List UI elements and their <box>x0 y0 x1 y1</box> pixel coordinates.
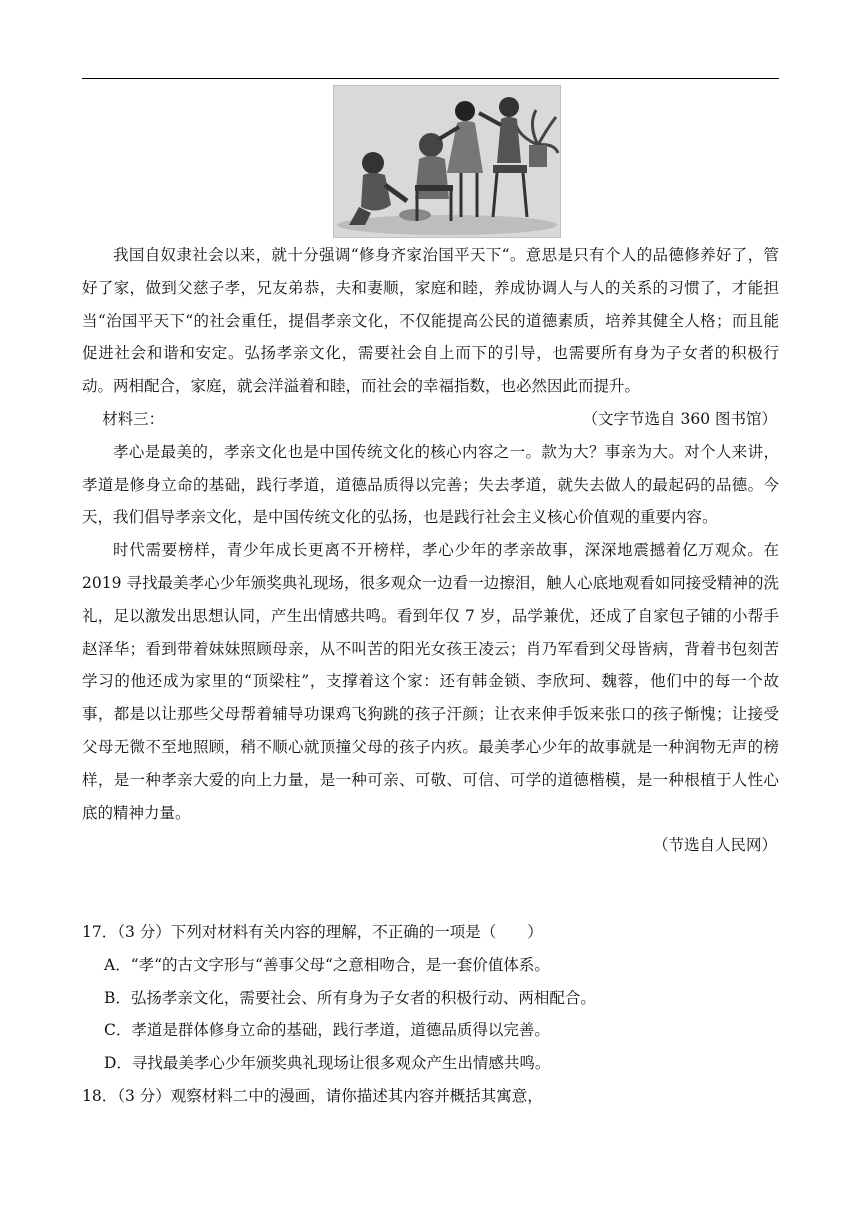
question-17-option-d: D．寻找最美孝心少年颁奖典礼现场让很多观众产生出情感共鸣。 <box>104 1054 551 1073</box>
question-17-stem: 17．（3 分）下列对材料有关内容的理解，不正确的一项是（ ） <box>82 923 543 941</box>
material-two-paragraph: 我国自奴隶社会以来，就十分强调“修身齐家治国平天下“。意思是只有个人的品德修养好了，管好了家，做到父慈子孝，兄友弟恭，夫和妻顺，家庭和睦，养成协调人与人的关系的习惯了，才能担当“治国平天下“的社会重任，提倡孝亲文化，不仅能提高公民的道德素质，培养其健全人格；而且能促进社会和谐和安定。弘扬孝亲文化，需要社会自上而下的引导，也需要所有身为子女者的积极行动。两相配合，家庭，就会洋溢着和睦，而社会的幸福指数，也必然因此而提升。 <box>82 246 779 396</box>
question-17-option-b: B．弘扬孝亲文化，需要社会、所有身为子女者的积极行动、两相配合。 <box>104 988 596 1007</box>
material-two-source: （文字节选自 360 图书馆） <box>582 409 777 428</box>
question-17-option-a: A．“孝“的古文字形与“善事父母“之意相吻合，是一套价值体系。 <box>104 955 550 974</box>
material-three-block <box>82 403 779 862</box>
question-18-stem: 18．（3 分）观察材料二中的漫画，请你描述其内容并概括其寓意， <box>82 1086 543 1105</box>
material-three-source: （节选自人民网） <box>652 836 777 855</box>
question-17-option-c: C．孝道是群体修身立命的基础，践行孝道，道德品质得以完善。 <box>104 1021 550 1040</box>
question-17 <box>82 916 779 1113</box>
filial-piety-cartoon <box>333 85 561 238</box>
material-three-label: 材料三： <box>102 410 165 428</box>
material-three-paragraph-1: 孝心是最美的，孝亲文化也是中国传统文化的核心内容之一。款为大？事亲为大。对个人来讲，孝道是修身立命的基础，践行孝道，道德品质得以完善；失去孝道，就失去做人的最起码的品德。今天，我们倡导孝亲文化，是中国传统文化的弘扬，也是践行社会主义核心价值观的重要内容。 <box>82 442 779 527</box>
material-three-paragraph-2: 时代需要榜样，青少年成长更离不开榜样，孝心少年的孝亲故事，深深地震撼着亿万观众。在 2019 寻找最美孝心少年颁奖典礼现场，很多观众一边看一边擦泪，触人心底地观看如同接受精神的洗礼，足以激发出思想认同，产生出情感共鸣。看到年仅 7 岁，品学兼优，还成了自家包子铺的小帮手赵泽华；看到带着妹妹照顾母亲，从不叫苦的阳光女孩王凌云；肖乃军看到父母皆病，背着书包刻苦学习的他还成为家里的“顶梁柱”，支撑着这个家：还有韩金锁、李欣珂、魏蓉，他们中的每一个故事，都是以让那些父母帮着辅导功课鸡飞狗跳的孩子汗颜；让衣来伸手饭来张口的孩子惭愧；让接受父母无微不至地照顾，稍不顺心就顶撞父母的孩子内疚。最美孝心少年的故事就是一种润物无声的榜样，是一种孝亲大爱的向上力量，是一种可亲、可敬、可信、可学的道德楷模，是一种根植于人性心底的精神力量。 <box>82 541 779 822</box>
header-rule <box>82 78 779 79</box>
